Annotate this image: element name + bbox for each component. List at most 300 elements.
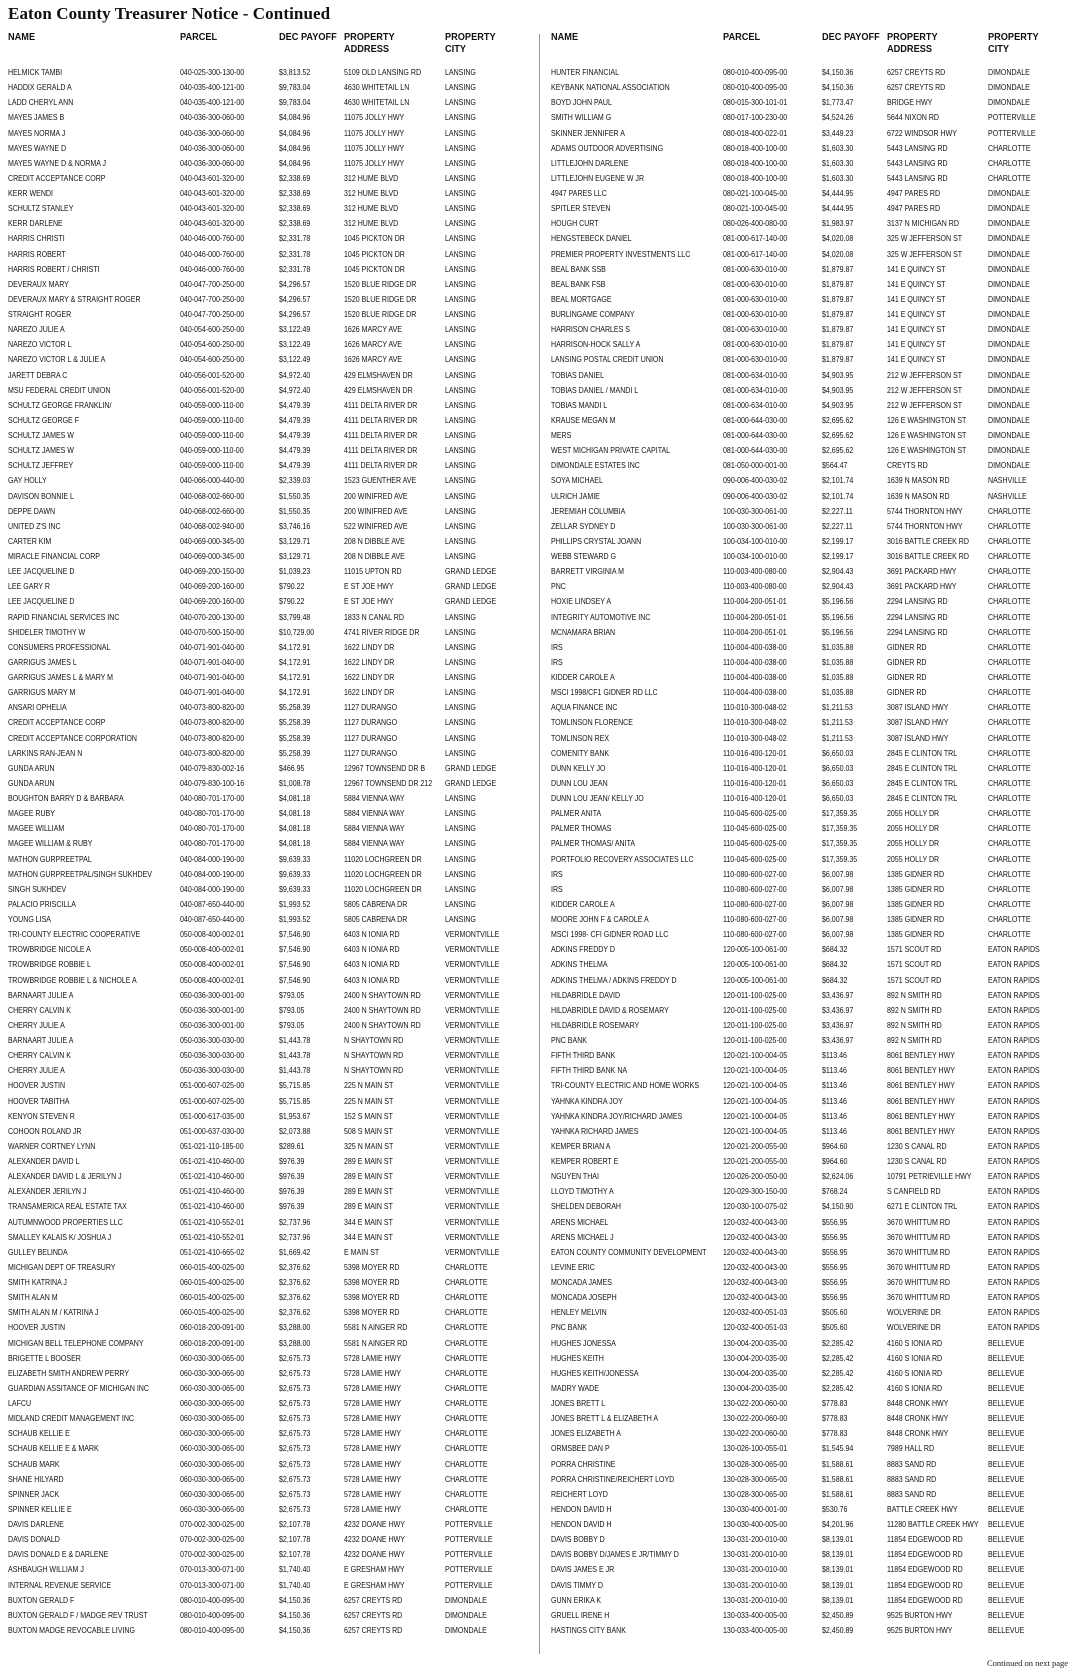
- cell-dec-payoff: $2,285.42: [822, 1352, 854, 1363]
- cell-property-address: 5884 VIENNA WAY: [344, 838, 405, 849]
- cell-parcel: 110-080-600-027-00: [723, 883, 787, 894]
- cell-name: YOUNG LISA: [8, 914, 52, 924]
- cell-property-address: 2400 N SHAYTOWN RD: [344, 989, 421, 1000]
- table-row: [551, 1003, 1073, 1018]
- cell-parcel: 081-000-630-010-00: [723, 309, 788, 319]
- cell-parcel: 081-000-630-010-00: [723, 324, 788, 335]
- cell-dec-payoff: $2,376.62: [279, 1261, 311, 1272]
- cell-name: HARRISON CHARLES S: [551, 324, 630, 335]
- cell-dec-payoff: $9,639.33: [279, 868, 311, 879]
- table-row: [551, 1169, 1073, 1184]
- table-row: [551, 1018, 1073, 1033]
- cell-parcel: 120-011-100-025-00: [723, 1019, 787, 1030]
- table-row: [551, 383, 1073, 398]
- cell-dec-payoff: $2,331.78: [279, 233, 311, 244]
- cell-dec-payoff: $1,588.61: [822, 1488, 854, 1499]
- table-row: [8, 746, 531, 761]
- cell-property-city: POTTERVILLE: [988, 112, 1036, 123]
- cell-property-address: 8061 BENTLEY HWY: [887, 1050, 955, 1061]
- cell-property-address: 4160 S IONIA RD: [887, 1337, 943, 1348]
- cell-property-address: 12967 TOWNSEND DR 212: [344, 777, 433, 788]
- cell-name: MAYES WAYNE D & NORMA J: [8, 157, 106, 168]
- cell-property-city: CHARLOTTE: [988, 626, 1031, 637]
- cell-parcel: 040-035-400-121-00: [180, 97, 245, 108]
- cell-parcel: 040-046-000-760-00: [180, 233, 245, 244]
- cell-dec-payoff: $1,545.94: [822, 1443, 854, 1454]
- cell-property-address: 8061 BENTLEY HWY: [887, 1095, 955, 1106]
- cell-property-address: N SHAYTOWN RD: [344, 1035, 404, 1045]
- table-row: [8, 927, 531, 942]
- table-row: [8, 852, 531, 867]
- cell-dec-payoff: $976.39: [279, 1171, 305, 1182]
- cell-property-city: EATON RAPIDS: [988, 1216, 1040, 1227]
- cell-property-address: 200 WINIFRED AVE: [344, 490, 408, 501]
- cell-dec-payoff: $4,296.57: [279, 293, 311, 304]
- cell-dec-payoff: $768.24: [822, 1186, 848, 1197]
- cell-dec-payoff: $556.95: [822, 1246, 848, 1257]
- table-row: [551, 519, 1073, 534]
- cell-dec-payoff: $4,172.91: [279, 672, 311, 682]
- cell-property-address: 3670 WHITTUM RD: [887, 1216, 950, 1227]
- table-row: [551, 1441, 1073, 1456]
- table-row: [8, 1215, 531, 1230]
- cell-dec-payoff: $3,813.52: [279, 67, 311, 77]
- cell-dec-payoff: $1,035.88: [822, 656, 854, 667]
- cell-parcel: 081-050-000-001-00: [723, 460, 788, 471]
- cell-property-city: CHARLOTTE: [445, 1322, 488, 1333]
- cell-parcel: 080-010-400-095-00: [723, 82, 788, 93]
- table-row: [8, 897, 531, 912]
- cell-parcel: 130-031-200-010-00: [723, 1549, 788, 1560]
- cell-property-city: VERMONTVILLE: [445, 1156, 500, 1166]
- cell-property-address: E ST JOE HWY: [344, 581, 394, 592]
- cell-dec-payoff: $1,443.78: [279, 1050, 311, 1061]
- cell-property-city: LANSING: [445, 157, 476, 168]
- cell-name: STRAIGHT ROGER: [8, 309, 72, 319]
- cell-property-address: 212 W JEFFERSON ST: [887, 399, 963, 410]
- cell-property-city: VERMONTVILLE: [445, 1035, 500, 1045]
- cell-dec-payoff: $3,436.97: [822, 989, 854, 1000]
- table-row: [8, 1532, 531, 1547]
- cell-parcel: 100-034-100-010-00: [723, 551, 788, 561]
- cell-property-address: 10791 PETRIEVILLE HWY: [887, 1171, 972, 1182]
- cell-name: MSU FEDERAL CREDIT UNION: [8, 384, 111, 395]
- table-row: [8, 458, 531, 473]
- table-row: [551, 1320, 1073, 1335]
- table-row: [8, 1593, 531, 1608]
- cell-property-city: VERMONTVILLE: [445, 974, 500, 985]
- cell-property-city: VERMONTVILLE: [445, 1050, 500, 1061]
- table-row: [551, 988, 1073, 1003]
- cell-property-address: 11020 LOCHGREEN DR: [344, 883, 422, 894]
- cell-property-city: LANSING: [445, 505, 476, 516]
- cell-dec-payoff: $17,359.35: [822, 808, 858, 819]
- cell-property-city: VERMONTVILLE: [445, 944, 500, 955]
- cell-dec-payoff: $4,084.96: [279, 142, 311, 153]
- cell-name: 4947 PARES LLC: [551, 188, 607, 198]
- cell-dec-payoff: $4,444.95: [822, 188, 854, 198]
- cell-name: MADRY WADE: [551, 1382, 599, 1393]
- cell-dec-payoff: $2,338.69: [279, 188, 311, 198]
- cell-name: TROWBRIDGE ROBBIE L & NICHOLE A: [8, 974, 137, 985]
- cell-parcel: 040-073-800-820-00: [180, 702, 245, 713]
- cell-property-address: 11075 JOLLY HWY: [344, 142, 405, 153]
- cell-name: SCHULTZ JAMES W: [8, 445, 74, 456]
- cell-name: DEVERAUX MARY & STRAIGHT ROGER: [8, 293, 141, 304]
- table-row: [551, 549, 1073, 564]
- table-row: [8, 731, 531, 746]
- cell-name: PREMIER PROPERTY INVESTMENTS LLC: [551, 248, 691, 259]
- cell-property-address: 3087 ISLAND HWY: [887, 717, 949, 728]
- table-row: [8, 700, 531, 715]
- cell-dec-payoff: $8,139.01: [822, 1534, 854, 1545]
- header-parcel: PARCEL: [723, 32, 761, 43]
- table-row: [551, 428, 1073, 443]
- cell-property-city: EATON RAPIDS: [988, 1080, 1040, 1091]
- cell-property-address: 6403 N IONIA RD: [344, 944, 400, 955]
- table-row: [551, 473, 1073, 488]
- cell-property-address: 2845 E CLINTON TRL: [887, 793, 958, 803]
- cell-parcel: 040-069-200-160-00: [180, 581, 245, 592]
- cell-property-address: 4232 DOANE HWY: [344, 1534, 405, 1545]
- cell-name: GRUELL IRENE H: [551, 1609, 610, 1620]
- table-row: [8, 307, 531, 322]
- cell-property-city: LANSING: [445, 97, 476, 108]
- cell-parcel: 110-004-200-051-01: [723, 626, 787, 637]
- cell-property-city: LANSING: [445, 656, 476, 667]
- cell-name: COMENITY BANK: [551, 747, 610, 758]
- cell-property-city: VERMONTVILLE: [445, 1110, 500, 1121]
- cell-property-city: LANSING: [445, 717, 476, 728]
- header-parcel: PARCEL: [180, 32, 218, 43]
- cell-parcel: 040-056-001-520-00: [180, 384, 245, 395]
- cell-property-address: 4111 DELTA RIVER DR: [344, 445, 418, 456]
- cell-property-city: LANSING: [445, 263, 476, 274]
- cell-property-city: LANSING: [445, 838, 476, 849]
- cell-parcel: 040-071-901-040-00: [180, 641, 245, 652]
- cell-dec-payoff: $2,624.06: [822, 1171, 854, 1182]
- cell-property-address: E MAIN ST: [344, 1246, 380, 1257]
- cell-parcel: 080-018-400-100-00: [723, 172, 788, 183]
- cell-property-address: 12967 TOWNSEND DR B: [344, 762, 426, 773]
- cell-parcel: 050-036-300-030-00: [180, 1065, 245, 1076]
- cell-property-address: 5728 LAMIE HWY: [344, 1473, 402, 1484]
- cell-parcel: 040-056-001-520-00: [180, 369, 245, 380]
- cell-property-address: 289 E MAIN ST: [344, 1171, 393, 1182]
- cell-dec-payoff: $4,084.96: [279, 127, 311, 138]
- cell-property-address: 2400 N SHAYTOWN RD: [344, 1004, 421, 1015]
- cell-name: SHELDEN DEBORAH: [551, 1201, 621, 1212]
- cell-parcel: 120-032-400-043-00: [723, 1216, 788, 1227]
- cell-property-address: 9525 BURTON HWY: [887, 1609, 953, 1620]
- cell-property-address: 5805 CABRENA DR: [344, 914, 408, 924]
- table-row: [551, 141, 1073, 156]
- cell-property-city: EATON RAPIDS: [988, 1322, 1040, 1333]
- cell-property-address: 11075 JOLLY HWY: [344, 127, 405, 138]
- table-row: [8, 776, 531, 791]
- cell-dec-payoff: $2,338.69: [279, 203, 311, 214]
- cell-parcel: 130-031-200-010-00: [723, 1579, 788, 1590]
- cell-property-address: 325 W JEFFERSON ST: [887, 248, 963, 259]
- table-row: [551, 610, 1073, 625]
- cell-property-address: 11854 EDGEWOOD RD: [887, 1549, 963, 1560]
- table-row: [8, 1351, 531, 1366]
- table-row: [551, 715, 1073, 730]
- cell-dec-payoff: $2,675.73: [279, 1443, 311, 1454]
- cell-property-city: LANSING: [445, 626, 476, 637]
- table-row: [8, 1441, 531, 1456]
- cell-property-city: LANSING: [445, 793, 476, 803]
- cell-parcel: 100-030-300-061-00: [723, 505, 788, 516]
- cell-parcel: 120-032-400-043-00: [723, 1231, 788, 1242]
- cell-property-city: LANSING: [445, 672, 476, 682]
- cell-dec-payoff: $4,150.36: [279, 1624, 311, 1635]
- cell-property-address: 312 HUME BLVD: [344, 203, 399, 214]
- header-property-address: PROPERTY ADDRESS: [344, 32, 395, 55]
- cell-property-city: EATON RAPIDS: [988, 1019, 1040, 1030]
- cell-dec-payoff: $4,081.18: [279, 793, 311, 803]
- cell-parcel: 040-080-701-170-00: [180, 793, 245, 803]
- cell-name: PNC: [551, 581, 566, 592]
- cell-parcel: 120-021-100-004-05: [723, 1080, 788, 1091]
- cell-property-city: CHARLOTTE: [445, 1307, 488, 1318]
- cell-parcel: 120-021-100-004-05: [723, 1110, 788, 1121]
- cell-name: LITTLEJOHN DARLENE: [551, 157, 629, 168]
- cell-dec-payoff: $1,443.78: [279, 1065, 311, 1076]
- cell-name: SINGH SUKHDEV: [8, 883, 67, 894]
- cell-dec-payoff: $4,150.36: [822, 67, 854, 77]
- table-row: [551, 1472, 1073, 1487]
- cell-parcel: 050-036-300-001-00: [180, 1019, 245, 1030]
- cell-property-address: 5728 LAMIE HWY: [344, 1428, 402, 1439]
- table-row: [8, 1003, 531, 1018]
- cell-parcel: 040-068-002-660-00: [180, 505, 245, 516]
- cell-parcel: 110-010-300-048-02: [723, 702, 787, 713]
- cell-property-city: BELLEVUE: [988, 1549, 1025, 1560]
- cell-property-city: CHARLOTTE: [445, 1503, 488, 1514]
- cell-name: SMITH KATRINA J: [8, 1277, 67, 1287]
- cell-parcel: 051-021-410-665-02: [180, 1246, 245, 1257]
- cell-name: HOOVER JUSTIN: [8, 1080, 66, 1091]
- cell-dec-payoff: $2,695.62: [822, 445, 854, 456]
- cell-property-city: CHARLOTTE: [445, 1337, 488, 1348]
- cell-name: ZELLAR SYDNEY D: [551, 520, 616, 531]
- table-row: [551, 1502, 1073, 1517]
- cell-property-address: 8883 SAND RD: [887, 1488, 937, 1499]
- table-row: [551, 1517, 1073, 1532]
- header-property-city: PROPERTY CITY: [988, 32, 1039, 55]
- table-row: [551, 292, 1073, 307]
- cell-property-city: BELLEVUE: [988, 1624, 1025, 1635]
- cell-name: SCHULTZ JAMES W: [8, 430, 74, 440]
- cell-dec-payoff: $2,331.78: [279, 263, 311, 274]
- cell-property-city: VERMONTVILLE: [445, 1065, 500, 1076]
- table-row: [551, 927, 1073, 942]
- cell-property-address: 141 E QUINCY ST: [887, 293, 946, 304]
- table-row: [8, 292, 531, 307]
- cell-dec-payoff: $1,879.87: [822, 339, 854, 350]
- cell-property-address: 6257 CREYTS RD: [887, 67, 946, 77]
- table-row: [551, 1124, 1073, 1139]
- cell-property-city: EATON RAPIDS: [988, 1065, 1040, 1076]
- cell-parcel: 130-022-200-060-00: [723, 1413, 788, 1424]
- cell-property-address: 3670 WHITTUM RD: [887, 1231, 950, 1242]
- cell-property-address: 1622 LINDY DR: [344, 656, 395, 667]
- table-row: [8, 1562, 531, 1577]
- table-row: [8, 322, 531, 337]
- cell-name: SCHAUB MARK: [8, 1458, 60, 1469]
- cell-parcel: 040-035-400-121-00: [180, 82, 245, 93]
- cell-property-address: 1127 DURANGO: [344, 747, 398, 758]
- table-row: [551, 489, 1073, 504]
- cell-property-address: 5884 VIENNA WAY: [344, 808, 405, 819]
- cell-name: SHANE HILYARD: [8, 1473, 64, 1484]
- cell-property-city: LANSING: [445, 384, 476, 395]
- page-title: Eaton County Treasurer Notice - Continued: [8, 4, 331, 23]
- cell-dec-payoff: $3,288.00: [279, 1322, 311, 1333]
- cell-parcel: 040-079-830-002-16: [180, 762, 245, 773]
- table-row: [8, 1048, 531, 1063]
- cell-name: AQUA FINANCE INC: [551, 702, 618, 713]
- header-dec-payoff: DEC PAYOFF: [279, 32, 337, 43]
- cell-dec-payoff: $2,675.73: [279, 1503, 311, 1514]
- cell-name: GULLEY BELINDA: [8, 1246, 68, 1257]
- cell-property-city: BELLEVUE: [988, 1519, 1025, 1529]
- cell-name: HUGHES KEITH: [551, 1352, 604, 1363]
- cell-parcel: 120-032-400-043-00: [723, 1292, 788, 1303]
- table-row: [8, 564, 531, 579]
- cell-dec-payoff: $5,258.39: [279, 732, 311, 743]
- cell-name: BRIGETTE L BOOSER: [8, 1352, 81, 1363]
- cell-name: SPINNER KELLIE E: [8, 1503, 72, 1514]
- table-row: [551, 564, 1073, 579]
- cell-property-address: 1127 DURANGO: [344, 732, 398, 743]
- cell-name: LAFCU: [8, 1398, 32, 1408]
- cell-name: DAVIS DONALD: [8, 1534, 60, 1545]
- table-row: [8, 821, 531, 836]
- cell-dec-payoff: $2,285.42: [822, 1382, 854, 1393]
- cell-property-city: LANSING: [445, 414, 476, 425]
- table-row: [8, 1199, 531, 1214]
- cell-name: BOUGHTON BARRY D & BARBARA: [8, 793, 124, 803]
- cell-parcel: 040-069-000-345-00: [180, 535, 245, 546]
- cell-dec-payoff: $2,107.78: [279, 1549, 311, 1560]
- table-row: [8, 1472, 531, 1487]
- cell-parcel: 050-036-300-001-00: [180, 989, 245, 1000]
- cell-property-city: EATON RAPIDS: [988, 1035, 1040, 1045]
- cell-parcel: 050-008-400-002-01: [180, 959, 245, 970]
- cell-parcel: 120-032-400-051-03: [723, 1307, 788, 1318]
- cell-property-city: LANSING: [445, 324, 476, 335]
- cell-property-address: 892 N SMITH RD: [887, 1019, 942, 1030]
- cell-dec-payoff: $556.95: [822, 1277, 848, 1287]
- cell-name: HOUGH CURT: [551, 218, 599, 229]
- cell-property-address: 5728 LAMIE HWY: [344, 1458, 402, 1469]
- table-row: [551, 322, 1073, 337]
- cell-property-address: 4630 WHITETAIL LN: [344, 82, 410, 93]
- cell-property-address: 4160 S IONIA RD: [887, 1367, 943, 1378]
- cell-parcel: 060-030-300-065-00: [180, 1382, 245, 1393]
- cell-property-city: LANSING: [445, 188, 476, 198]
- table-row: [551, 761, 1073, 776]
- cell-dec-payoff: $113.46: [822, 1125, 847, 1136]
- cell-property-address: S CANFIELD RD: [887, 1186, 941, 1197]
- table-row: [551, 806, 1073, 821]
- cell-property-address: 1639 N MASON RD: [887, 475, 950, 486]
- cell-property-address: 5581 N AINGER RD: [344, 1337, 408, 1348]
- cell-property-address: 6403 N IONIA RD: [344, 974, 400, 985]
- cell-property-city: LANSING: [445, 823, 476, 834]
- table-row: [551, 836, 1073, 851]
- cell-property-address: 2845 E CLINTON TRL: [887, 777, 958, 788]
- cell-property-address: 5644 NIXON RD: [887, 112, 940, 123]
- cell-name: MICHIGAN DEPT OF TREASURY: [8, 1261, 116, 1272]
- cell-property-address: 1622 LINDY DR: [344, 641, 395, 652]
- cell-name: INTERNAL REVENUE SERVICE: [8, 1579, 112, 1590]
- cell-property-city: LANSING: [445, 808, 476, 819]
- cell-parcel: 081-000-617-140-00: [723, 248, 788, 259]
- cell-parcel: 081-000-630-010-00: [723, 293, 788, 304]
- cell-name: MICHIGAN BELL TELEPHONE COMPANY: [8, 1337, 144, 1348]
- cell-property-address: 8061 BENTLEY HWY: [887, 1080, 955, 1091]
- cell-dec-payoff: $2,376.62: [279, 1292, 311, 1303]
- cell-property-city: LANSING: [445, 172, 476, 183]
- cell-dec-payoff: $1,669.42: [279, 1246, 311, 1257]
- cell-property-address: 1626 MARCY AVE: [344, 324, 403, 335]
- cell-name: ALEXANDER DAVID L: [8, 1156, 80, 1166]
- cell-name: KIDDER CAROLE A: [551, 898, 615, 909]
- cell-property-city: CHARLOTTE: [988, 581, 1031, 592]
- cell-dec-payoff: $4,903.95: [822, 399, 854, 410]
- cell-property-address: 225 N MAIN ST: [344, 1095, 394, 1106]
- cell-property-address: 344 E MAIN ST: [344, 1231, 393, 1242]
- table-row: [8, 1547, 531, 1562]
- cell-dec-payoff: $2,101.74: [822, 475, 854, 486]
- cell-property-city: LANSING: [445, 112, 476, 123]
- cell-property-city: EATON RAPIDS: [988, 959, 1040, 970]
- cell-property-address: 1523 GUENTHER AVE: [344, 475, 417, 486]
- cell-parcel: 051-000-607-025-00: [180, 1095, 245, 1106]
- cell-name: BARNAART JULIE A: [8, 1035, 74, 1045]
- cell-parcel: 040-059-000-110-00: [180, 430, 244, 440]
- cell-property-address: E ST JOE HWY: [344, 596, 394, 607]
- cell-property-address: 5884 VIENNA WAY: [344, 793, 405, 803]
- cell-dec-payoff: $4,296.57: [279, 278, 311, 289]
- cell-name: HASTINGS CITY BANK: [551, 1624, 626, 1635]
- table-row: [8, 110, 531, 125]
- cell-dec-payoff: $1,008.78: [279, 777, 311, 788]
- cell-property-city: LANSING: [445, 475, 476, 486]
- cell-property-address: 6403 N IONIA RD: [344, 929, 400, 940]
- cell-parcel: 070-002-300-025-00: [180, 1534, 245, 1545]
- table-row: [8, 186, 531, 201]
- cell-property-address: 4111 DELTA RIVER DR: [344, 414, 418, 425]
- cell-property-address: BATTLE CREEK HWY: [887, 1503, 958, 1514]
- cell-name: TROWBRIDGE ROBBIE L: [8, 959, 91, 970]
- cell-dec-payoff: $2,101.74: [822, 490, 854, 501]
- cell-name: HOOVER TABITHA: [8, 1095, 70, 1106]
- cell-name: SCHULTZ STANLEY: [8, 203, 74, 214]
- table-row: [8, 413, 531, 428]
- cell-parcel: 080-021-100-045-00: [723, 203, 788, 214]
- cell-property-city: CHARLOTTE: [988, 535, 1031, 546]
- cell-name: SKINNER JENNIFER A: [551, 127, 625, 138]
- table-row: [8, 1169, 531, 1184]
- cell-property-address: 141 E QUINCY ST: [887, 339, 946, 350]
- table-row: [8, 1366, 531, 1381]
- table-row: [551, 912, 1073, 927]
- cell-property-address: 8448 CRONK HWY: [887, 1428, 949, 1439]
